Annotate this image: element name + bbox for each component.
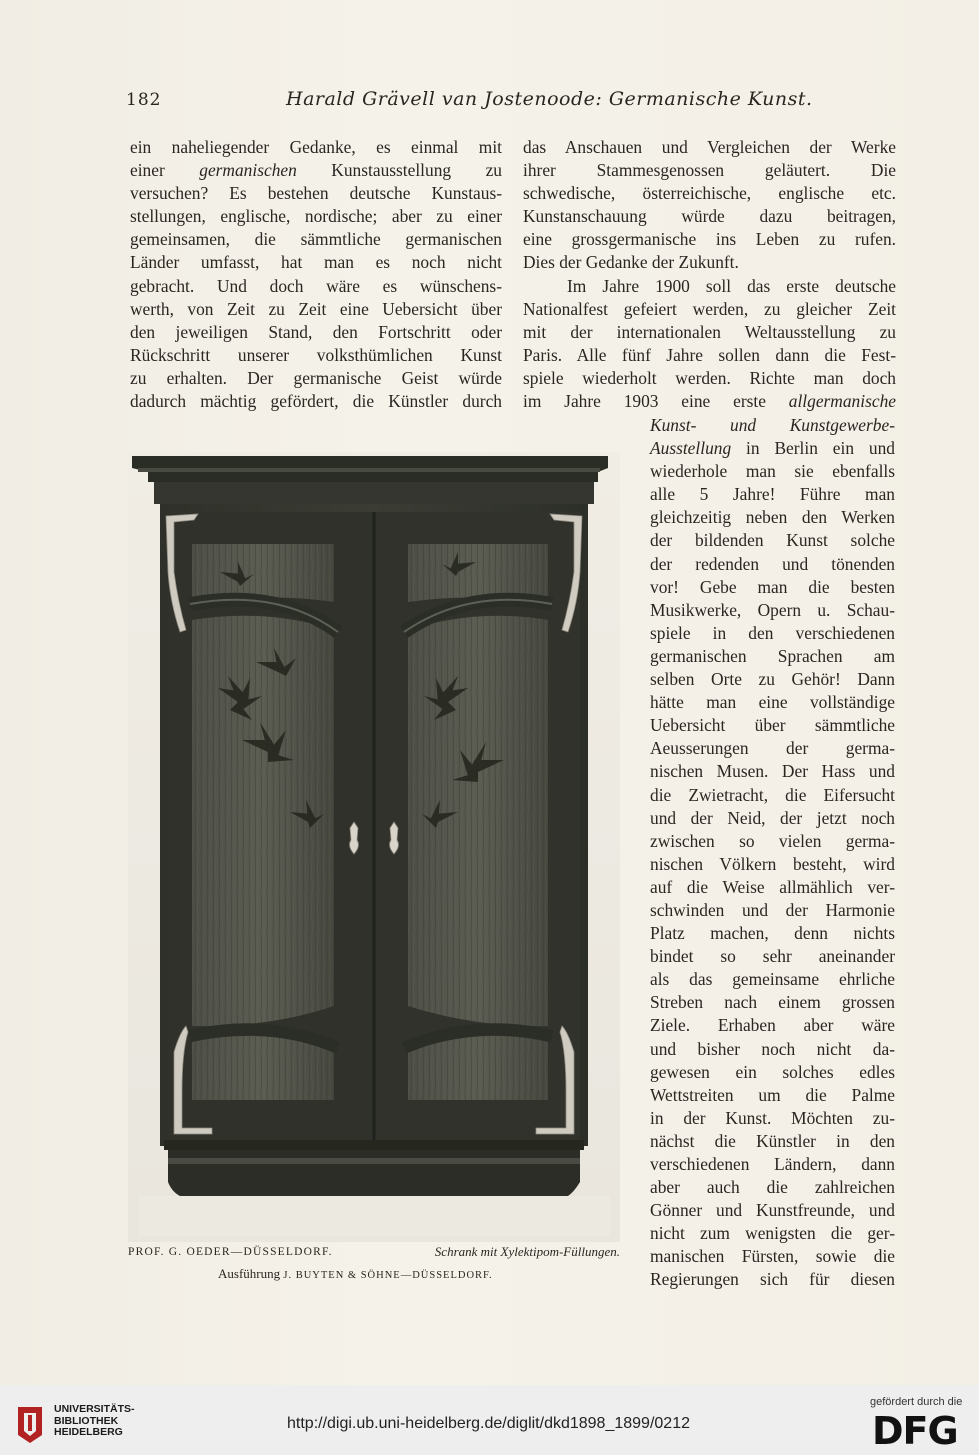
- text-line: Musikwerke, Opern u. Schau-: [650, 599, 895, 620]
- text-line: selben Orte zu Gehör! Dann: [650, 669, 895, 690]
- text-line: verschiedenen Ländern, dann: [650, 1154, 895, 1174]
- text-line: schwedische, österreichische, englische etc.: [523, 183, 896, 204]
- text-line: zu erhalten. Der germanische Geist würde: [130, 367, 502, 388]
- text-line: zwischen so vielen germa-: [650, 830, 895, 851]
- text-line: wiederhole man sie ebenfalls: [650, 461, 895, 482]
- text-line: manischen Fürsten, sowie die: [650, 1246, 895, 1267]
- text-line: auf die Weise allmählich ver-: [650, 876, 895, 897]
- text-line: aber auch die zahlreichen: [650, 1177, 895, 1198]
- text-line: der redenden und tönenden: [650, 553, 895, 574]
- text-line: gemeinsamen, die sämmtliche germanischen: [130, 229, 502, 250]
- caption-author: PROF. G. OEDER—DÜSSELDORF.: [128, 1246, 333, 1258]
- text-line: nicht zum wenigsten die ger-: [650, 1223, 895, 1244]
- text-line: hätte man eine vollständige: [650, 692, 895, 713]
- text-line: Platz machen, denn nichts: [650, 923, 895, 944]
- caption-title: Schrank mit Xylektipom-Füllungen.: [434, 1244, 620, 1259]
- text-line: Paris. Alle fünf Jahre sollen dann die Fest-: [523, 344, 896, 365]
- right-text-column-top: [523, 136, 896, 413]
- text-line: ein naheliegender Gedanke, es einmal mit: [130, 137, 502, 157]
- text-line: Nationalfest gefeiert werden, zu gleicher Zeit: [523, 298, 896, 319]
- text-line: spiele wiederholt werden. Richte man doch: [523, 367, 896, 388]
- text-line: Kunstanschauung würde dazu beitragen,: [523, 206, 896, 227]
- text-line: Im Jahre 1900 soll das erste deutsche: [567, 275, 896, 296]
- text-line: werth, von Zeit zu Zeit eine Uebersicht über: [130, 298, 502, 319]
- text-line: Rückschritt unserer volksthümlichen Kunst: [130, 344, 502, 365]
- text-line: Aeusserungen der germa-: [650, 738, 895, 759]
- text-line: dadurch mächtig gefördert, die Künstler durch: [130, 391, 502, 412]
- text-line: im Jahre 1903 eine erste allgermanische: [523, 391, 896, 412]
- text-line: als das gemeinsame ehrliche: [650, 969, 895, 990]
- text-line: Regierungen sich für diesen: [650, 1269, 895, 1290]
- text-line: Ausstellung in Berlin ein und: [650, 438, 895, 459]
- text-line: Länder umfasst, hat man es noch nicht: [130, 252, 502, 273]
- permalink-url[interactable]: http://digi.ub.uni-heidelberg.de/diglit/dkd1898_1899/0212: [287, 1415, 690, 1432]
- text-line: Wettstreiten um die Palme: [650, 1084, 895, 1105]
- right-text-column-bottom: [650, 414, 895, 1292]
- text-line: nächst die Künstler in den: [650, 1130, 895, 1151]
- cabinet-photo: [128, 452, 620, 1242]
- text-line: vor! Gebe man die besten: [650, 576, 895, 597]
- text-line: gewesen ein solches edles: [650, 1061, 895, 1082]
- text-line: gebracht. Und doch wäre es wünschens-: [130, 275, 502, 296]
- text-line: gleichzeitig neben den Werken: [650, 507, 895, 528]
- text-line: bindet so sehr aneinander: [650, 946, 895, 967]
- text-line: einer germanischen Kunstausstellung zu: [130, 160, 502, 181]
- text-line: und bisher noch nicht da-: [650, 1038, 895, 1059]
- cabinet-illustration: [128, 452, 620, 1242]
- dfg-logo: DFG: [872, 1409, 958, 1453]
- text-line: versuchen? Es bestehen deutsche Kunstaus-: [130, 183, 502, 204]
- text-line: Uebersicht über sämmtliche: [650, 715, 895, 736]
- text-line: Dies der Gedanke der Zukunft.: [523, 252, 739, 273]
- text-line: germanischen Sprachen am: [650, 645, 895, 666]
- text-line: der bildenden Kunst solche: [650, 530, 895, 551]
- text-line: nischen Völkern besteht, wird: [650, 853, 895, 874]
- library-name: UNIVERSITÄTS- BIBLIOTHEK HEIDELBERG: [54, 1403, 135, 1438]
- left-text-column: [130, 136, 502, 413]
- caption-execution-firm: J. BUYTEN & SÖHNE—DÜSSELDORF.: [283, 1270, 493, 1281]
- text-line: Streben nach einem grossen: [650, 992, 895, 1013]
- funding-note: gefördert durch die: [870, 1396, 963, 1408]
- figure-caption-execution: [218, 1266, 493, 1282]
- running-title: Harald Grävell van Jostenoode: Germanische Kunst.: [286, 88, 813, 110]
- library-seal-icon: [14, 1405, 46, 1445]
- text-line: das Anschauen und Vergleichen der Werke: [523, 137, 896, 157]
- text-line: nischen Musen. Der Hass und: [650, 761, 895, 782]
- figure-caption: [128, 1244, 620, 1264]
- viewer-footer: [0, 1385, 979, 1455]
- page-number: 182: [126, 90, 162, 110]
- text-line: und der Neid, der jetzt noch: [650, 807, 895, 828]
- text-line: Gönner und Kunstfreunde, und: [650, 1200, 895, 1221]
- page-header: [126, 88, 896, 118]
- text-line: in der Kunst. Möchten zu-: [650, 1107, 895, 1128]
- text-line: mit der internationalen Weltausstellung zu: [523, 321, 896, 342]
- text-line: ihrer Stammesgenossen geläutert. Die: [523, 160, 896, 181]
- text-line: alle 5 Jahre! Führe man: [650, 484, 895, 505]
- text-line: den jeweiligen Stand, den Fortschritt oder: [130, 321, 502, 342]
- text-line: schwinden und der Harmonie: [650, 899, 895, 920]
- text-line: stellungen, englische, nordische; aber zu einer: [130, 206, 502, 227]
- text-line: Ziele. Erhaben aber wäre: [650, 1015, 895, 1036]
- caption-execution-prefix: Ausführung: [218, 1266, 281, 1281]
- text-line: die Zwietracht, die Eifersucht: [650, 784, 895, 805]
- text-line: spiele in den verschiedenen: [650, 622, 895, 643]
- text-line: eine grossgermanische ins Leben zu rufen.: [523, 229, 896, 250]
- text-line: Kunst- und Kunstgewerbe-: [650, 415, 895, 435]
